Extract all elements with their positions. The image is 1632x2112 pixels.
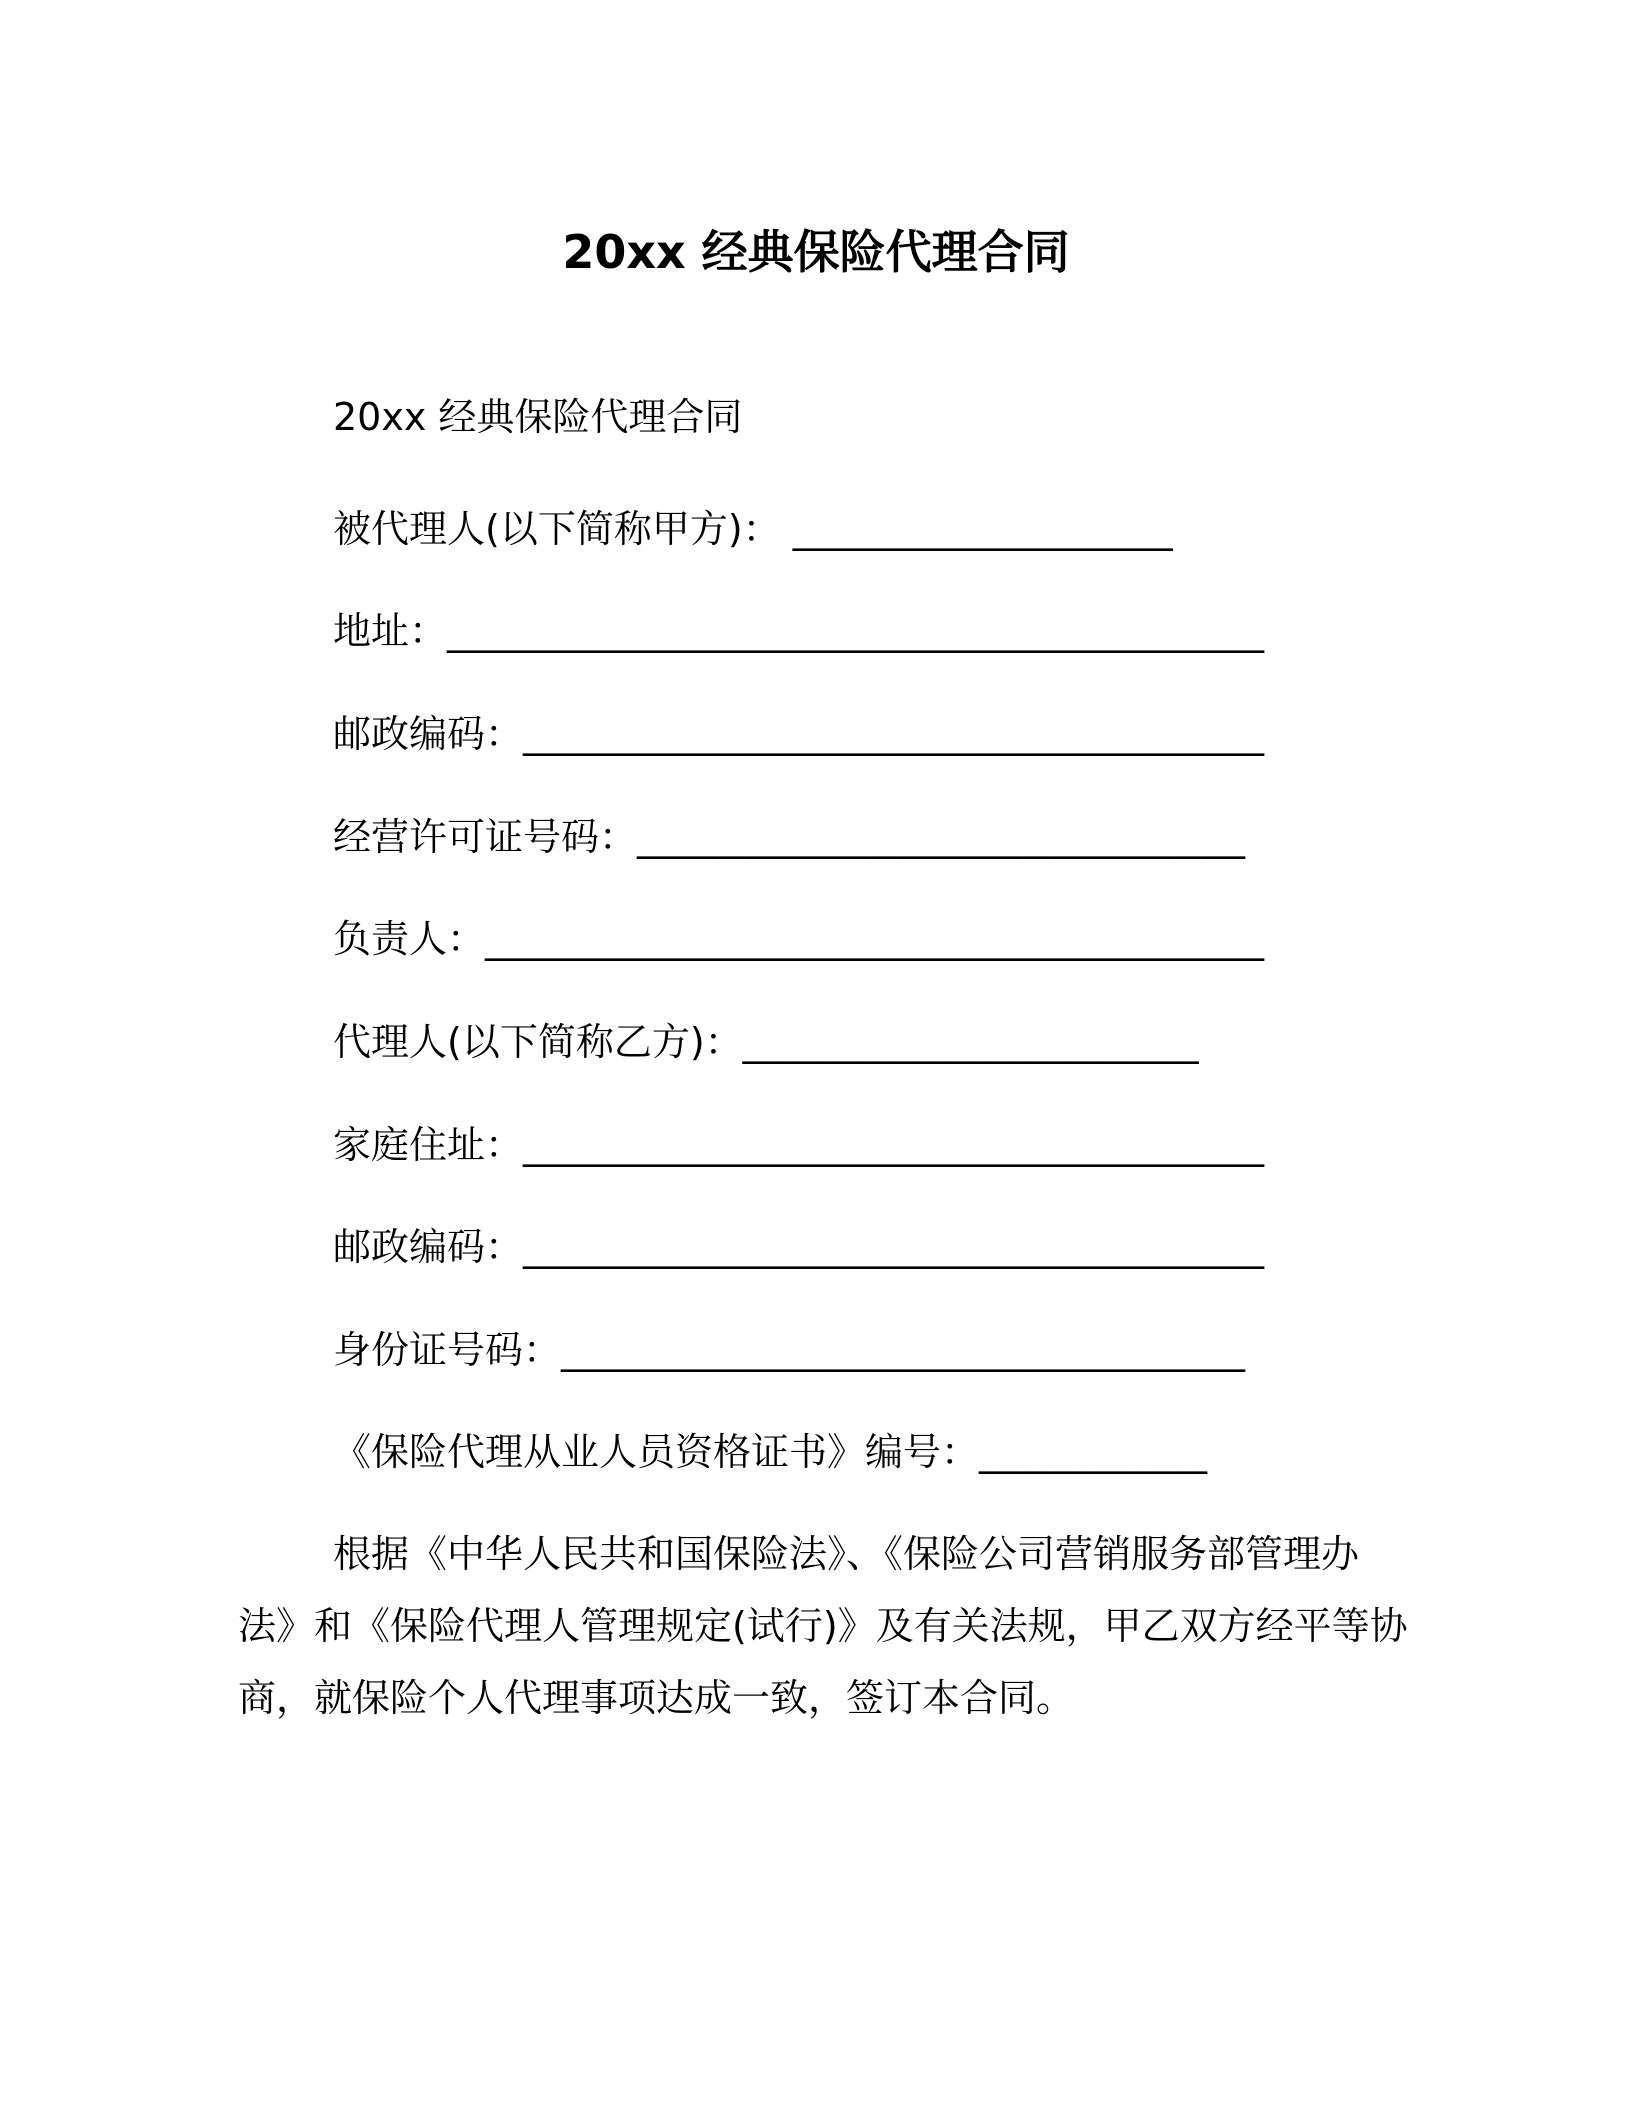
field-agent: 代理人(以下简称乙方)：________________________ bbox=[333, 1020, 1199, 1064]
document-subtitle: 20xx 经典保险代理合同 bbox=[333, 395, 743, 439]
field-business-license-number: 经营许可证号码：________________________________ bbox=[333, 815, 1246, 859]
field-agent-postal-code: 邮政编码：_______________________________________ bbox=[333, 1225, 1265, 1269]
paragraph-line: 根据《中华人民共和国保险法》、《保险公司营销服务部管理办 bbox=[333, 1532, 1360, 1576]
document-title: 20xx 经典保险代理合同 bbox=[562, 225, 1070, 279]
paragraph-line: 商，就保险个人代理事项达成一致，签订本合同。 bbox=[238, 1676, 1075, 1720]
field-id-number: 身份证号码：____________________________________ bbox=[333, 1328, 1246, 1372]
body-paragraph bbox=[238, 1530, 1408, 1722]
field-home-address: 家庭住址：_______________________________________ bbox=[333, 1123, 1265, 1167]
paragraph-line: 法》和《保险代理人管理规定(试行)》及有关法规，甲乙双方经平等协 bbox=[238, 1604, 1408, 1648]
field-principal: 被代理人(以下简称甲方)： ____________________ bbox=[333, 507, 1173, 551]
field-postal-code: 邮政编码：_______________________________________ bbox=[333, 712, 1265, 756]
field-address: 地址：___________________________________________ bbox=[333, 609, 1265, 653]
field-person-in-charge: 负责人：_________________________________________ bbox=[333, 917, 1265, 961]
field-certificate-number: 《保险代理从业人员资格证书》编号：____________ bbox=[333, 1430, 1208, 1474]
